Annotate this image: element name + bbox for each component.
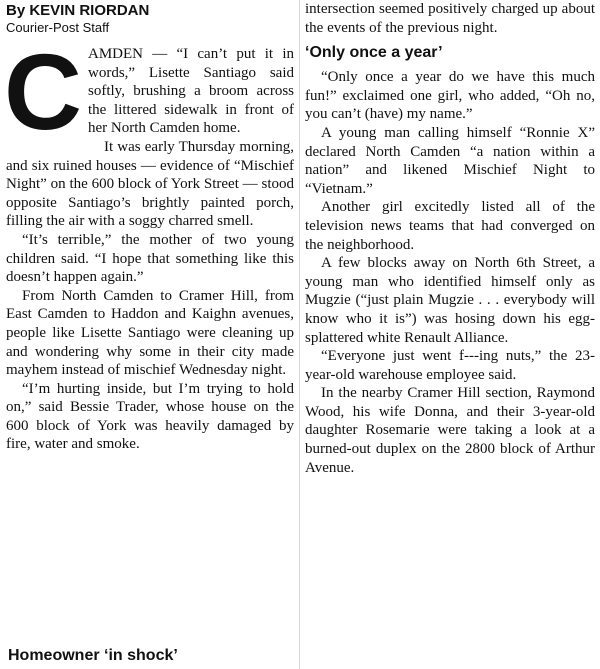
left-column: [6, 0, 294, 454]
column-divider: [299, 0, 300, 669]
right-paragraph-4: A few blocks away on North 6th Street, a young man who identified himself only as Mugzie (“just plain Mugzie . . . everybody will know who it is”) was hosing down his egg-splattered white Renault Alliance.: [305, 255, 595, 346]
left-paragraph-3: From North Camden to Cramer Hill, from East Camden to Haddon and Kaighn avenues, people like Lisette Santiago were cleaning up and wondering why some in their city made mayhem instead of mischief Wednesday night.: [6, 287, 294, 379]
right-paragraph-6: In the nearby Cramer Hill section, Raymond Wood, his wife Donna, and their 3-year-old daughter Rosemarie were taking a look at a burned-out duplex on the 2800 block of Arthur Avenue.: [305, 385, 595, 476]
subhead-homeowner: Homeowner ‘in shock’: [8, 647, 178, 664]
right-paragraph-2: A young man calling himself “Ronnie X” declared North Camden “a nation within a nation” and likened Mischief Night to “Vietnam.”: [305, 124, 595, 197]
byline: By KEVIN RIORDAN: [6, 2, 150, 19]
lead-text: AMDEN — “I can’t put it in words,” Lisette Santiago said softly, brushing a broom across the littered sidewalk in front of her North Camden home.: [88, 46, 294, 137]
right-paragraph-1: “Only once a year do we have this much fun!” exclaimed one girl, who added, “Oh no, you can’t (have) my name.”: [305, 69, 595, 123]
right-paragraph-5: “Everyone just went f---ing nuts,” the 23-year-old warehouse employee said.: [305, 348, 595, 383]
left-paragraph-4: “I’m hurting inside, but I’m trying to hold on,” said Bessie Trader, whose house on the 600 block of York was heavily damaged by fire, water and smoke.: [6, 380, 294, 453]
staff-credit: Courier-Post Staff: [6, 20, 110, 35]
right-column: [305, 0, 595, 477]
subhead-once-a-year: ‘Only once a year’: [305, 44, 443, 62]
continued-paragraph: intersection seemed positively charged up about the events of the previous night.: [305, 1, 595, 36]
left-paragraph-1: It was early Thursday morning, and six ruined houses — evidence of “Mischief Night” on the 600 block of York Street — stood opposite Santiago’s brightly painted porch, filling the air with a soggy charred smell.: [6, 138, 294, 230]
left-paragraph-2: “It’s terrible,” the mother of two young children said. “I hope that something like this doesn’t happen again.”: [6, 231, 294, 286]
right-paragraph-3: Another girl excitedly listed all of the television news teams that had converged on the neighborhood.: [305, 199, 595, 253]
lead-paragraph: [4, 31, 294, 152]
drop-cap: C: [4, 31, 80, 152]
